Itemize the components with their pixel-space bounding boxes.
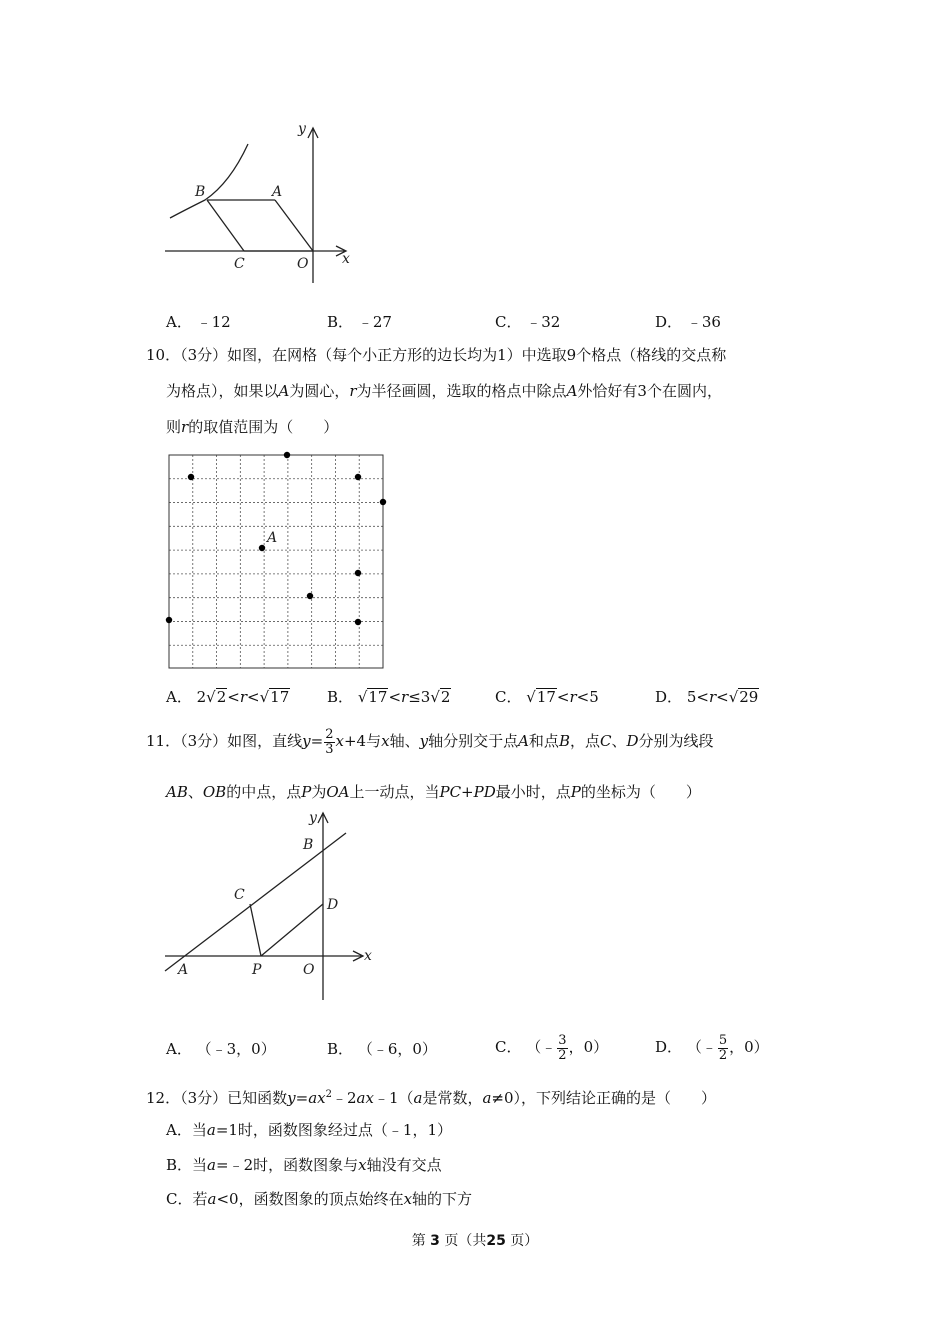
q10-grid-border bbox=[169, 455, 383, 668]
option-text: （﹣ bbox=[526, 1038, 557, 1056]
q11-label-y: y bbox=[309, 810, 317, 826]
option-label: D． bbox=[655, 313, 683, 331]
q10-line3 bbox=[166, 417, 338, 437]
fraction-numerator: 3 bbox=[558, 1032, 567, 1048]
q11-text: 的中点，点 bbox=[226, 783, 302, 801]
q9-label-O: O bbox=[297, 256, 309, 272]
q11-text: 、 bbox=[187, 783, 203, 801]
q10-grid-figure bbox=[164, 450, 390, 674]
q12-option-b bbox=[166, 1155, 442, 1175]
q11-segment-PD bbox=[261, 904, 323, 956]
q10-var-r: r bbox=[349, 382, 357, 400]
q10-option-c bbox=[495, 686, 599, 707]
question-number: 11． bbox=[146, 732, 181, 750]
var-x: x bbox=[381, 732, 390, 750]
sqrt-icon: √ bbox=[357, 688, 368, 706]
fraction-five-halves bbox=[718, 1034, 728, 1063]
option-text: ≤3 bbox=[408, 688, 431, 706]
q9-label-C: C bbox=[234, 256, 245, 272]
radicand: 2 bbox=[440, 688, 451, 706]
q11-label-O: O bbox=[303, 962, 315, 978]
option-label: B． bbox=[166, 1156, 193, 1174]
option-text: =﹣2时，函数图象与 bbox=[216, 1156, 359, 1174]
fraction-numerator: 5 bbox=[718, 1032, 728, 1048]
q10-var-A: A bbox=[278, 382, 290, 400]
q11-text: +4与 bbox=[343, 732, 382, 750]
var-OB: OB bbox=[202, 783, 227, 801]
q10-option-b bbox=[327, 686, 451, 707]
var-a: a bbox=[207, 1156, 216, 1174]
option-label: A． bbox=[166, 1121, 192, 1139]
footer-text: 第 bbox=[411, 1233, 426, 1249]
option-value: ﹣36 bbox=[686, 313, 721, 331]
q9-label-B: B bbox=[195, 184, 206, 200]
fraction-denominator: 2 bbox=[558, 1047, 567, 1063]
option-text: < bbox=[388, 688, 402, 706]
option-label: C． bbox=[495, 313, 522, 331]
q11-option-d bbox=[655, 1028, 769, 1066]
q10-text: 为格点），如果以 bbox=[166, 382, 279, 400]
q12-text: ﹣1（ bbox=[373, 1089, 414, 1107]
q12-option-c bbox=[166, 1189, 472, 1209]
option-value: （﹣3，0） bbox=[196, 1040, 276, 1058]
option-value: ﹣27 bbox=[357, 313, 392, 331]
option-text: 2 bbox=[196, 688, 207, 706]
exponent: 2 bbox=[325, 1089, 332, 1100]
q12-text: = bbox=[295, 1089, 309, 1107]
q10-label-A: A bbox=[267, 530, 278, 546]
q10-text: 为圆心， bbox=[289, 382, 350, 400]
var-ax: ax bbox=[308, 1089, 326, 1107]
q11-option-b bbox=[327, 1038, 437, 1059]
q9-label-x: x bbox=[342, 251, 350, 267]
radicand: 29 bbox=[739, 688, 759, 706]
option-text: ，0） bbox=[568, 1038, 609, 1056]
radicand: 17 bbox=[270, 688, 290, 706]
q10-lattice-point bbox=[307, 593, 313, 599]
var-AB: AB bbox=[166, 783, 188, 801]
var-x: x bbox=[358, 1156, 367, 1174]
q9-side-BC bbox=[207, 200, 244, 251]
var-r: r bbox=[239, 688, 248, 706]
q9-figure bbox=[160, 118, 360, 288]
q11-segment-CP bbox=[250, 904, 261, 956]
var-r: r bbox=[401, 688, 409, 706]
fraction-two-thirds bbox=[324, 728, 334, 757]
var-P: P bbox=[301, 783, 312, 801]
option-label: A． bbox=[166, 688, 192, 706]
q9-label-y: y bbox=[298, 121, 306, 137]
option-text: < bbox=[247, 688, 260, 706]
q10-var-r: r bbox=[181, 418, 189, 436]
radicand: 17 bbox=[368, 688, 388, 706]
q11-text: 为 bbox=[311, 783, 327, 801]
option-text: 轴没有交点 bbox=[366, 1156, 442, 1174]
var-y: y bbox=[302, 732, 311, 750]
option-label: C． bbox=[495, 1038, 522, 1056]
q9-side-AO bbox=[275, 200, 313, 251]
sqrt-icon: √ bbox=[728, 688, 739, 706]
option-text: <0，函数图象的顶点始终在 bbox=[216, 1190, 404, 1208]
total-pages: 25 bbox=[486, 1233, 506, 1249]
question-score: （3分） bbox=[180, 346, 228, 364]
q10-text: 的取值范围为（ ） bbox=[188, 418, 339, 436]
var-a: a bbox=[413, 1089, 423, 1107]
option-text: 5< bbox=[686, 688, 709, 706]
option-text: 当 bbox=[192, 1156, 208, 1174]
option-label: C． bbox=[495, 688, 522, 706]
option-label: D． bbox=[655, 1038, 683, 1056]
q11-label-B: B bbox=[303, 837, 314, 853]
question-number: 10． bbox=[146, 346, 181, 364]
q10-text: 外恰好有3个在圆内， bbox=[577, 382, 722, 400]
var-C: C bbox=[599, 732, 612, 750]
option-label: B． bbox=[327, 688, 354, 706]
q12-option-a bbox=[166, 1120, 452, 1140]
q12-text: ﹣2 bbox=[332, 1089, 357, 1107]
var-P: P bbox=[570, 783, 581, 801]
q10-text: 为半径画圆，选取的格点中除点 bbox=[356, 382, 567, 400]
q12-stem bbox=[146, 1085, 716, 1108]
q10-option-d bbox=[655, 686, 759, 707]
option-value: （﹣6，0） bbox=[357, 1040, 437, 1058]
q10-line2 bbox=[166, 381, 722, 401]
option-label: B． bbox=[327, 313, 354, 331]
option-text: 当 bbox=[191, 1121, 207, 1139]
q9-option-b bbox=[327, 311, 392, 332]
var-B: B bbox=[558, 732, 570, 750]
var-D: D bbox=[626, 732, 639, 750]
q12-text: ≠0），下列结论正确的是（ ） bbox=[491, 1089, 717, 1107]
fraction-numerator: 2 bbox=[325, 726, 334, 742]
q11-option-c bbox=[495, 1028, 608, 1066]
q10-lattice-point bbox=[355, 474, 361, 480]
q10-lattice-point bbox=[166, 617, 172, 623]
q10-point-A bbox=[259, 545, 265, 551]
fraction-denominator: 2 bbox=[718, 1047, 728, 1063]
radicand: 17 bbox=[536, 688, 556, 706]
option-value: ﹣12 bbox=[196, 313, 231, 331]
var-r: r bbox=[569, 688, 577, 706]
q10-lattice-point bbox=[284, 452, 290, 458]
footer-text: 页（共 bbox=[444, 1233, 487, 1249]
q11-line-AB bbox=[165, 833, 346, 971]
var-OA: OA bbox=[326, 783, 350, 801]
q11-text: = bbox=[310, 732, 324, 750]
q9-option-c bbox=[495, 311, 560, 332]
q10-lattice-point bbox=[355, 570, 361, 576]
page-number: 3 bbox=[430, 1233, 440, 1249]
q11-label-P: P bbox=[252, 962, 262, 978]
option-text: < bbox=[227, 688, 240, 706]
q11-text: 轴、 bbox=[389, 732, 420, 750]
var-PCPD: PC+PD bbox=[439, 783, 496, 801]
var-y: y bbox=[419, 732, 429, 750]
option-text: ，0） bbox=[729, 1038, 769, 1056]
var-y: y bbox=[287, 1089, 296, 1107]
q10-var-A: A bbox=[566, 382, 578, 400]
q11-text: ，点 bbox=[569, 732, 600, 750]
q11-line1 bbox=[146, 726, 714, 757]
option-label: B． bbox=[327, 1040, 354, 1058]
question-score: （3分） bbox=[180, 1089, 228, 1107]
q11-figure bbox=[160, 808, 380, 1008]
var-a: a bbox=[206, 1121, 216, 1139]
radicand: 2 bbox=[216, 688, 227, 706]
fraction-denominator: 3 bbox=[325, 741, 334, 757]
q11-text: 轴分别交于点 bbox=[428, 732, 519, 750]
var-r: r bbox=[708, 688, 717, 706]
question-number: 12． bbox=[146, 1089, 181, 1107]
option-value: ﹣32 bbox=[526, 313, 561, 331]
q11-text: 的坐标为（ ） bbox=[580, 783, 701, 801]
q12-text: 已知函数 bbox=[227, 1089, 288, 1107]
footer-text: 页） bbox=[510, 1233, 539, 1249]
q11-label-C: C bbox=[234, 887, 245, 903]
fraction-three-halves bbox=[557, 1034, 567, 1063]
var-x: x bbox=[335, 732, 344, 750]
option-text: <5 bbox=[576, 688, 599, 706]
option-text: =1时，函数图象经过点（﹣1，1） bbox=[215, 1121, 453, 1139]
q11-text: 如图，直线 bbox=[227, 732, 303, 750]
option-label: A． bbox=[166, 1040, 192, 1058]
q10-lattice-point bbox=[188, 474, 194, 480]
q11-label-D: D bbox=[327, 897, 339, 913]
var-a: a bbox=[207, 1190, 217, 1208]
option-label: D． bbox=[655, 688, 683, 706]
var-a: a bbox=[482, 1089, 492, 1107]
q11-text: 上一动点，当 bbox=[349, 783, 440, 801]
var-ax: ax bbox=[356, 1089, 374, 1107]
q10-lattice-point bbox=[380, 499, 386, 505]
option-label: C． bbox=[166, 1190, 193, 1208]
q11-option-a bbox=[166, 1038, 276, 1059]
q10-line1 bbox=[146, 345, 726, 365]
q10-text-1: 如图，在网格（每个小正方形的边长均为1）中选取9个格点（格线的交点称 bbox=[227, 346, 727, 364]
question-score: （3分） bbox=[180, 732, 228, 750]
var-A: A bbox=[518, 732, 529, 750]
q11-text: 分别为线段 bbox=[638, 732, 714, 750]
q11-text: 、 bbox=[611, 732, 627, 750]
option-text: 若 bbox=[192, 1190, 208, 1208]
q11-text: 和点 bbox=[528, 732, 559, 750]
q10-lattice-point bbox=[355, 619, 361, 625]
q9-label-A: A bbox=[272, 184, 283, 200]
option-text: （﹣ bbox=[686, 1038, 717, 1056]
option-label: A． bbox=[166, 313, 192, 331]
q11-label-A: A bbox=[178, 962, 189, 978]
sqrt-icon: √ bbox=[259, 688, 270, 706]
q11-line2 bbox=[166, 782, 701, 802]
q9-hyperbola-curve bbox=[170, 144, 248, 218]
option-text: < bbox=[556, 688, 570, 706]
option-text: < bbox=[716, 688, 729, 706]
q9-option-a bbox=[166, 311, 231, 332]
q9-option-d bbox=[655, 311, 721, 332]
q12-text: 是常数， bbox=[422, 1089, 483, 1107]
q10-text: 则 bbox=[166, 418, 182, 436]
sqrt-icon: √ bbox=[526, 688, 536, 706]
sqrt-icon: √ bbox=[206, 688, 216, 706]
q10-option-a bbox=[166, 686, 290, 707]
q11-label-x: x bbox=[364, 948, 372, 964]
option-text: 轴的下方 bbox=[412, 1190, 473, 1208]
page-footer bbox=[0, 1230, 950, 1250]
q11-text: 最小时，点 bbox=[495, 783, 571, 801]
var-x: x bbox=[403, 1190, 413, 1208]
sqrt-icon: √ bbox=[430, 688, 440, 706]
